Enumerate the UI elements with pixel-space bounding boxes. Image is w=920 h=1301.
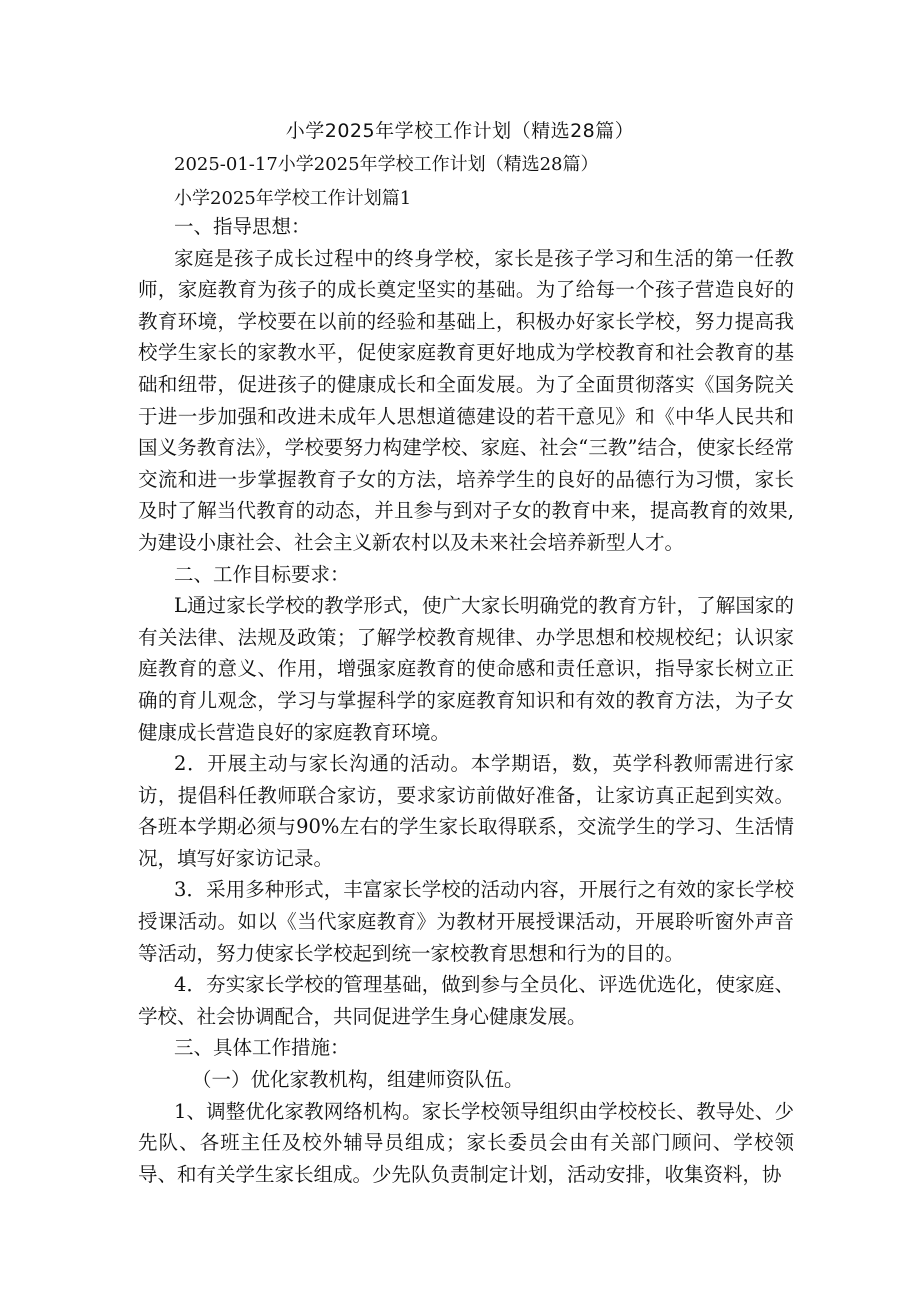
article-heading: 小学2025年学校工作计划篇1 [174,188,412,209]
section-heading-measures: 三、具体工作措施： [174,1036,350,1060]
subsection-heading-1: （一）优化家教机构，组建师资队伍。 [192,1068,524,1092]
section-heading-guiding-thought: 一、指导思想： [174,215,311,238]
section-heading-goals: 二、工作目标要求： [174,562,350,586]
document-title: 小学2025年学校工作计划（精选28篇） [285,120,635,142]
paragraph-goal-4: 4．夯实家长学校的管理基础，做到参与全员化、评选优选化，使家庭、学校、社会协调配合，共同促进学生身心健康发展。 [138,973,794,1028]
paragraph-goal-1: L通过家长学校的教学形式，使广大家长明确党的教育方针，了解国家的有关法律、法规及政策；了解学校教育规律、办学思想和校规校纪；认识家庭教育的意义、作用，增强家庭教育的使命感和责任意识，指导家长树立正确的育儿观念，学习与掌握科学的家庭教育知识和有效的教育方法，为子女健康成长营造良好的家庭教育环境。 [138,594,794,744]
paragraph-measure-1: 1、调整优化家教网络机构。家长学校领导组织由学校校长、教导处、少先队、各班主任及校外辅导员组成；家长委员会由有关部门顾问、学校领导、和有关学生家长组成。少先队负责制定计划，活动安排，收集资料，协 [138,1099,794,1186]
date-title-line: 2025-01-17小学2025年学校工作计划（精选28篇） [174,154,599,175]
paragraph-goal-3: 3．采用多种形式，丰富家长学校的活动内容，开展行之有效的家长学校授课活动。如以《当代家庭教育》为教材开展授课活动，开展聆听窗外声音等活动，努力使家长学校起到统一家校教育思想和行为的目的。 [138,878,794,965]
document-body [138,211,794,1190]
paragraph-guiding-thought: 家庭是孩子成长过程中的终身学校，家长是孩子学习和生活的第一任教师，家庭教育为孩子的成长奠定坚实的基础。为了给每一个孩子营造良好的教育环境，学校要在以前的经验和基础上，积极办好家长学校，努力提高我校学生家长的家教水平，促使家庭教育更好地成为学校教育和社会教育的基础和纽带，促进孩子的健康成长和全面发展。为了全面贯彻落实《国务院关于进一步加强和改进未成年人思想道德建设的若干意见》和《中华人民共和国义务教育法》，学校要努力构建学校、家庭、社会“三教”结合，使家长经常交流和进一步掌握教育子女的方法，培养学生的良好的品德行为习惯，家长及时了解当代教育的动态，并且参与到对子女的教育中来，提高教育的效果,为建设小康社会、社会主义新农村以及未来社会培养新型人才。 [138,246,794,554]
paragraph-goal-2: 2．开展主动与家长沟通的活动。本学期语，数，英学科教师需进行家访，提倡科任教师联合家访，要求家访前做好准备，让家访真正起到实效。各班本学期必须与90%左右的学生家长取得联系，交流学生的学习、生活情况，填写好家访记录。 [138,752,794,870]
